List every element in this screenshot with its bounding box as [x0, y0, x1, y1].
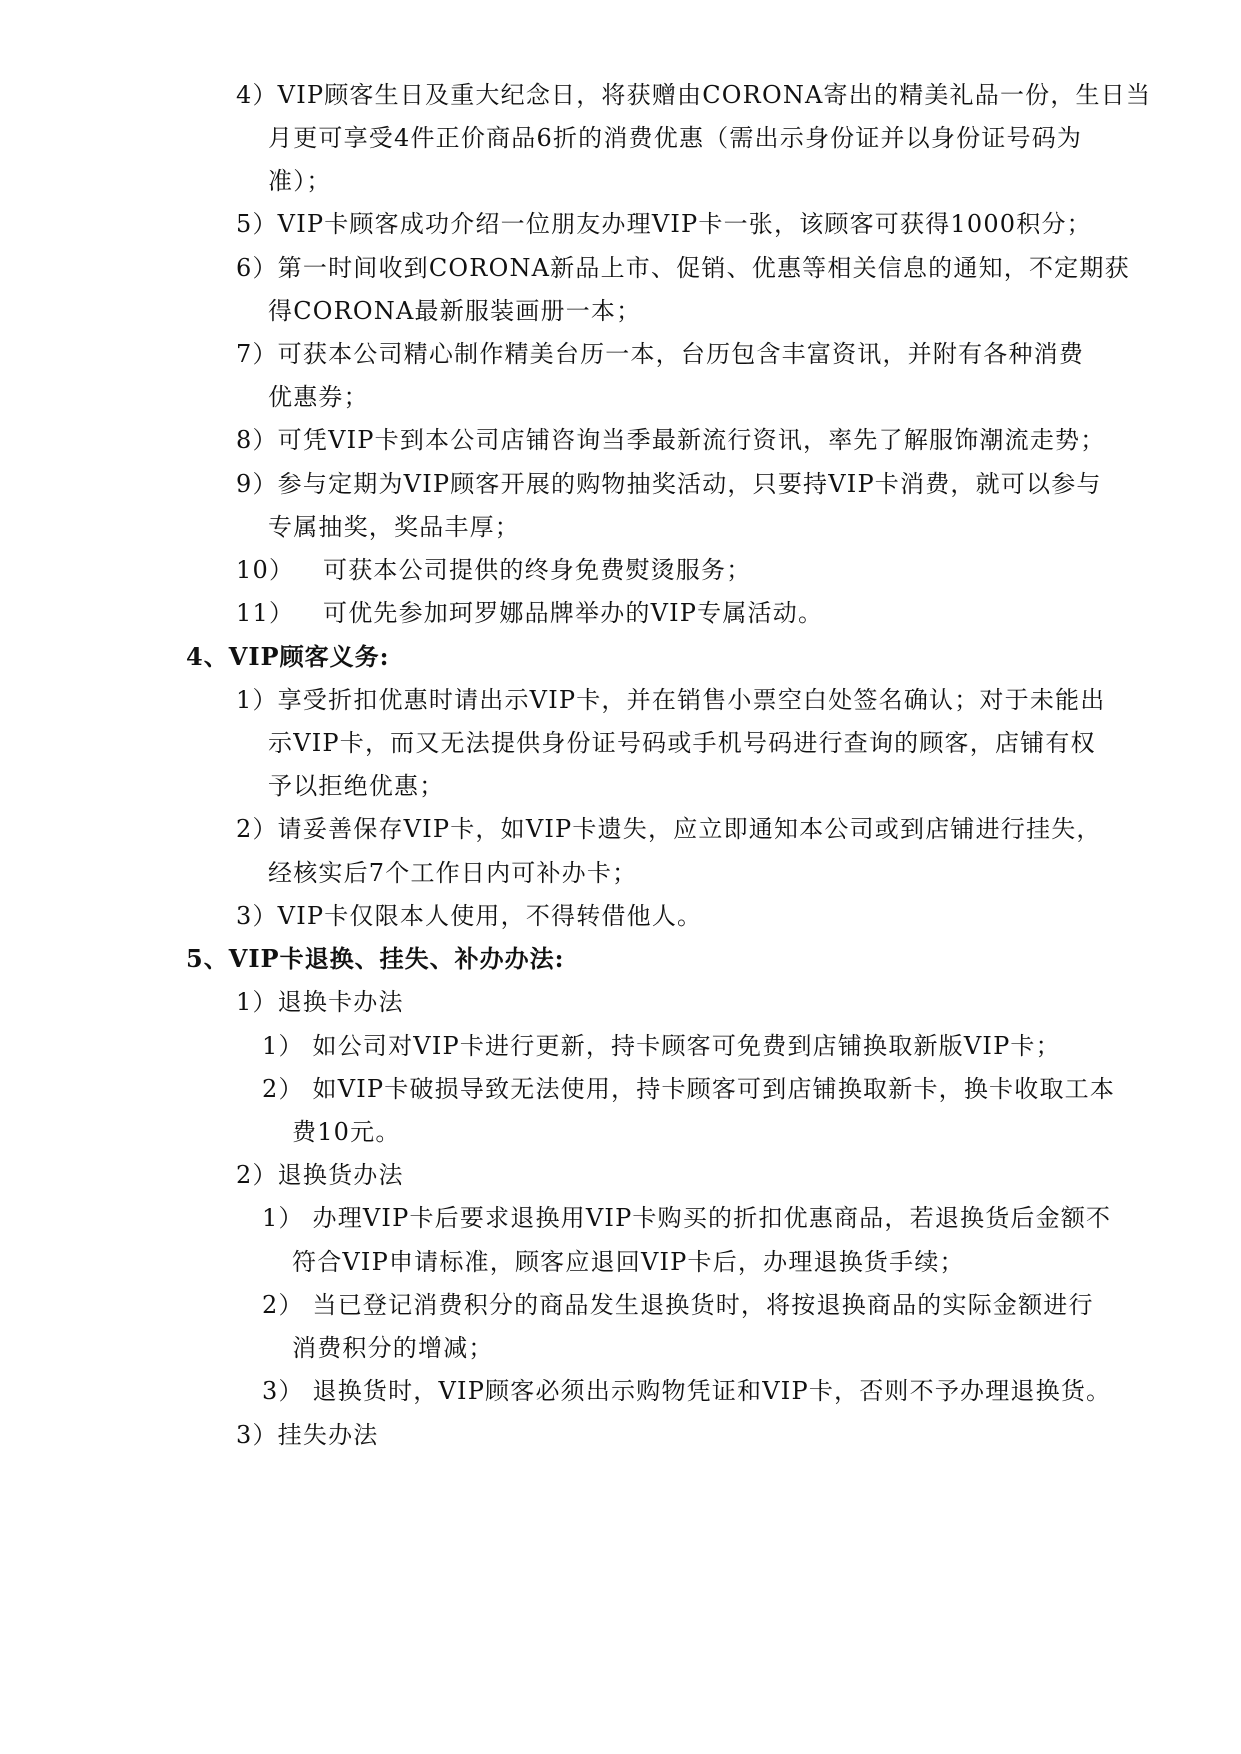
benefit-4-line-2: 月更可享受4件正价商品6折的消费优惠（需出示身份证并以身份证号码为 [268, 124, 1083, 152]
benefit-9-line-1: 9）参与定期为VIP顾客开展的购物抽奖活动，只要持VIP卡消费，就可以参与 [236, 470, 1102, 498]
benefit-11-text: 可优先参加珂罗娜品牌举办的VIP专属活动。 [323, 599, 824, 627]
benefit-9-line-2: 专属抽奖，奖品丰厚； [268, 513, 520, 541]
goods-exchange-item-3: 3） 退换货时，VIP顾客必须出示购物凭证和VIP卡，否则不予办理退换货。 [262, 1377, 1112, 1405]
duty-3-line-1: 3）VIP卡仅限本人使用，不得转借他人。 [236, 902, 703, 930]
benefit-4-line-1: 4）VIP顾客生日及重大纪念日，将获赠由CORONA寄出的精美礼品一份，生日当 [236, 81, 1152, 109]
benefit-4-line-3: 准）； [268, 167, 332, 195]
benefit-7-line-1: 7）可获本公司精心制作精美台历一本，台历包含丰富资讯，并附有各种消费 [236, 340, 1085, 368]
goods-exchange-heading: 2）退换货办法 [236, 1161, 404, 1189]
benefit-10-text: 可获本公司提供的终身免费熨烫服务； [323, 556, 752, 584]
benefit-5-line-1: 5）VIP卡顾客成功介绍一位朋友办理VIP卡一张，该顾客可获得1000积分； [236, 210, 1092, 238]
benefit-6-line-1: 6）第一时间收到CORONA新品上市、促销、优惠等相关信息的通知，不定期获 [236, 254, 1130, 282]
card-exchange-item-2-line-1: 2） 如VIP卡破损导致无法使用，持卡顾客可到店铺换取新卡，换卡收取工本 [262, 1075, 1116, 1103]
card-exchange-item-1: 1） 如公司对VIP卡进行更新，持卡顾客可免费到店铺换取新版VIP卡； [262, 1032, 1061, 1060]
duty-1-line-3: 予以拒绝优惠； [268, 772, 445, 800]
goods-exchange-item-2-line-2: 消费积分的增减； [292, 1334, 494, 1362]
goods-exchange-item-1-line-1: 1） 办理VIP卡后要求退换用VIP卡购买的折扣优惠商品，若退换货后金额不 [262, 1204, 1112, 1232]
card-exchange-heading: 1）退换卡办法 [236, 988, 404, 1016]
duty-1-line-1: 1）享受折扣优惠时请出示VIP卡，并在销售小票空白处签名确认；对于未能出 [236, 686, 1106, 714]
benefit-6-line-2: 得CORONA最新服装画册一本； [268, 297, 642, 325]
duty-2-line-1: 2）请妥善保存VIP卡，如VIP卡遗失，应立即通知本公司或到店铺进行挂失， [236, 815, 1102, 843]
section-4-heading: 4、VIP顾客义务: [186, 642, 390, 671]
benefit-11-number: 11） [236, 599, 295, 627]
section-5-heading: 5、VIP卡退换、挂失、补办办法: [186, 944, 565, 973]
duty-2-line-2: 经核实后7个工作日内可补办卡； [268, 859, 638, 887]
goods-exchange-item-1-line-2: 符合VIP申请标准，顾客应退回VIP卡后，办理退换货手续； [292, 1248, 965, 1276]
card-exchange-item-2-line-2: 费10元。 [292, 1118, 401, 1146]
goods-exchange-item-2-line-1: 2） 当已登记消费积分的商品发生退换货时，将按退换商品的实际金额进行 [262, 1291, 1094, 1319]
loss-report-heading: 3）挂失办法 [236, 1421, 379, 1449]
benefit-10-number: 10） [236, 556, 295, 584]
benefit-8-line-1: 8）可凭VIP卡到本公司店铺咨询当季最新流行资讯，率先了解服饰潮流走势； [236, 426, 1106, 454]
benefit-7-line-2: 优惠券； [268, 383, 369, 411]
duty-1-line-2: 示VIP卡，而又无法提供身份证号码或手机号码进行查询的顾客，店铺有权 [268, 729, 1096, 757]
